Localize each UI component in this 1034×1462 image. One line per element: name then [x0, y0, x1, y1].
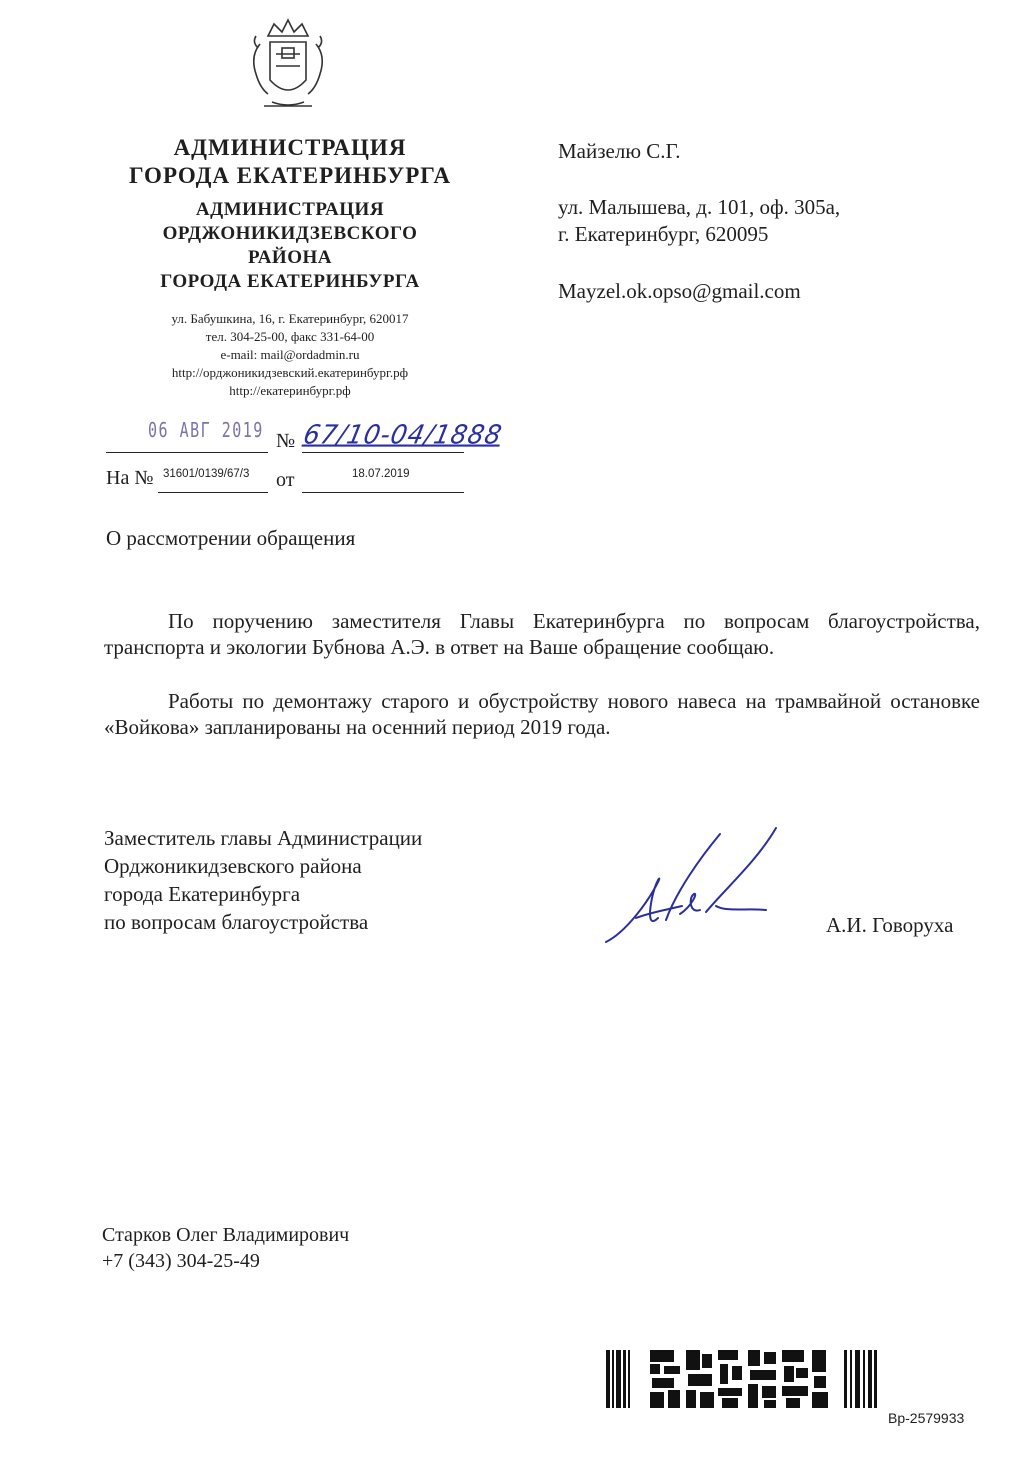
document-barcode	[606, 1350, 878, 1408]
body-paragraph-2: Работы по демонтажу старого и обустройству нового навеса на трамвайной остановке «Войкова» запланированы на осенний период 2019 года.	[104, 689, 980, 739]
ref-date-line	[302, 492, 464, 493]
signatory-title-line2: Орджоникидзевского района	[104, 854, 362, 878]
body-paragraph-1: По поручению заместителя Главы Екатеринбурга по вопросам благоустройства, транспорта и экологии Бубнова А.Э. в ответ на Ваше обращение сообщаю.	[104, 609, 980, 659]
recipient-city: г. Екатеринбург, 620095	[558, 222, 769, 246]
from-label: от	[276, 469, 295, 491]
signatory-title-line4: по вопросам благоустройства	[104, 910, 369, 934]
ref-number: 31601/0139/67/3	[163, 468, 250, 480]
header-sub-line2: ОРДЖОНИКИДЗЕВСКОГО	[162, 223, 418, 244]
number-label: №	[276, 430, 296, 452]
header-address: ул. Бабушкина, 16, г. Екатеринбург, 620017	[171, 311, 409, 326]
header-title-line1: АДМИНИСТРАЦИЯ	[173, 135, 407, 160]
header-sub-line4: ГОРОДА ЕКАТЕРИНБУРГА	[160, 271, 420, 292]
signatory-title-line3: города Екатеринбурга	[104, 882, 301, 906]
signatory-name: А.И. Говоруха	[826, 913, 954, 937]
executor-phone: +7 (343) 304-25-49	[102, 1250, 260, 1272]
ref-date: 18.07.2019	[352, 468, 410, 480]
executor-name: Старков Олег Владимирович	[102, 1224, 350, 1246]
letter-subject: О рассмотрении обращения	[106, 526, 356, 550]
ref-number-line	[158, 492, 268, 493]
registration-stamp-date: 06 АВГ 2019	[148, 418, 264, 442]
ref-label: На №	[106, 467, 154, 489]
header-sub-line3: РАЙОНА	[248, 247, 332, 268]
barcode-id: Вр-2579933	[888, 1410, 965, 1426]
handwritten-signature	[596, 822, 786, 954]
number-line	[302, 452, 464, 453]
header-url2: http://екатеринбург.рф	[229, 383, 351, 398]
executor-block	[102, 1222, 349, 1274]
coat-of-arms-emblem	[238, 14, 338, 114]
date-line	[106, 452, 268, 453]
recipient-email: Mayzel.ok.opso@gmail.com	[558, 279, 801, 303]
recipient-street: ул. Малышева, д. 101, оф. 305а,	[558, 195, 841, 219]
header-sub-line1: АДМИНИСТРАЦИЯ	[195, 199, 385, 220]
header-email: e-mail: mail@ordadmin.ru	[220, 347, 360, 362]
handwritten-reg-number: 67/10-04/1888	[300, 419, 506, 450]
header-url1: http://орджоникидзевский.екатеринбург.рф	[171, 365, 409, 380]
signatory-title-line1: Заместитель главы Администрации	[104, 826, 423, 850]
recipient-name: Майзелю С.Г.	[558, 139, 681, 163]
header-title-line2: ГОРОДА ЕКАТЕРИНБУРГА	[129, 163, 451, 188]
header-phone: тел. 304-25-00, факс 331-64-00	[205, 329, 375, 344]
signatory-title	[104, 824, 422, 936]
